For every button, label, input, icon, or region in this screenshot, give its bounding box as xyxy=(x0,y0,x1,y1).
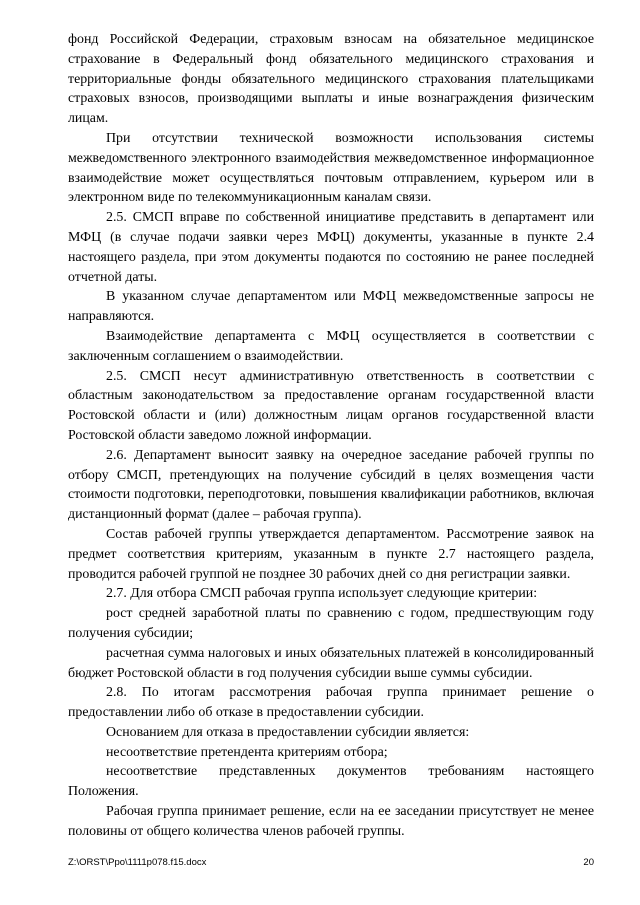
paragraph-2-7-criteria: 2.7. Для отбора СМСП рабочая группа использует следующие критерии: xyxy=(106,586,538,602)
page-footer xyxy=(68,856,594,870)
paragraph-interagency-alternative: При отсутствии технической возможности использования системы межведомственного электронного взаимодействия межведомственное информационное взаимодействие может осуществляться почтовым отправлением, курьером или в электронном виде по телекоммуникационным каналам связи. xyxy=(68,130,594,206)
paragraph-continuation: фонд Российской Федерации, страховым взносам на обязательное медицинское страхование в Федеральный фонд обязательного медицинского страхования и территориальные фонды обязательного медицинского страхования плательщиками страховых взносов, производящими выплаты и иные вознаграждения физическим лицам. xyxy=(68,32,594,127)
paragraph-group-composition: Состав рабочей группы утверждается департаментом. Рассмотрение заявок на предмет соответствия критериям, указанным в пункте 2.7 настоящего раздела, проводится рабочей группой не позднее 30 рабочих дней со дня регистрации заявки. xyxy=(68,526,594,582)
paragraph-2-5-responsibility: 2.5. СМСП несут административную ответственность в соответствии с областным законодательством за предоставление органам государственной власти Ростовской области и (или) должностным лицам органов государственной власти Ростовской области заведомо ложной информации. xyxy=(68,368,594,443)
paragraph-2-6-working-group: 2.6. Департамент выносит заявку на очередное заседание рабочей группы по отбору СМСП, претендующих на получение субсидий в целях возмещения части стоимости подготовки, переподготовки, повышения квалификации работников, включая дистанционный формат (далее – рабочая группа). xyxy=(68,447,594,523)
paragraph-quorum: Рабочая группа принимает решение, если на ее заседании присутствует не менее половины от общего количества членов рабочей группы. xyxy=(68,804,594,839)
paragraph-criterion-payments: расчетная сумма налоговых и иных обязательных платежей в консолидированный бюджет Ростовской области в год получения субсидии выше суммы субсидии. xyxy=(68,645,594,681)
paragraph-mfc-agreement: Взаимодействие департамента с МФЦ осуществляется в соответствии с заключенным соглашением о взаимодействии. xyxy=(68,328,594,364)
paragraph-2-8-decision: 2.8. По итогам рассмотрения рабочая группа принимает решение о предоставлении либо об отказе в предоставлении субсидии. xyxy=(68,685,594,721)
paragraph-refusal-documents: несоответствие представленных документов требованиям настоящего Положения. xyxy=(68,764,594,800)
paragraph-refusal-grounds: Основанием для отказа в предоставлении субсидии является: xyxy=(106,724,470,740)
paragraph-no-requests: В указанном случае департаментом или МФЦ межведомственные запросы не направляются. xyxy=(68,289,594,325)
paragraph-refusal-criteria: несоответствие претендента критериям отбора; xyxy=(106,744,388,760)
paragraph-2-5-initiative: 2.5. СМСП вправе по собственной инициативе представить в департамент или МФЦ (в случае подачи заявки через МФЦ) документы, указанные в пункте 2.4 настоящего раздела, при этом документы подаются по состоянию не ранее последней отчетной даты. xyxy=(68,210,594,285)
page-number: 20 xyxy=(583,857,594,868)
file-path: Z:\ORST\Ppo\1111p078.f15.docx xyxy=(68,857,207,868)
paragraph-criterion-salary: рост средней заработной платы по сравнению с годом, предшествующим году получения субсидии; xyxy=(68,606,594,641)
document-body xyxy=(68,30,594,842)
